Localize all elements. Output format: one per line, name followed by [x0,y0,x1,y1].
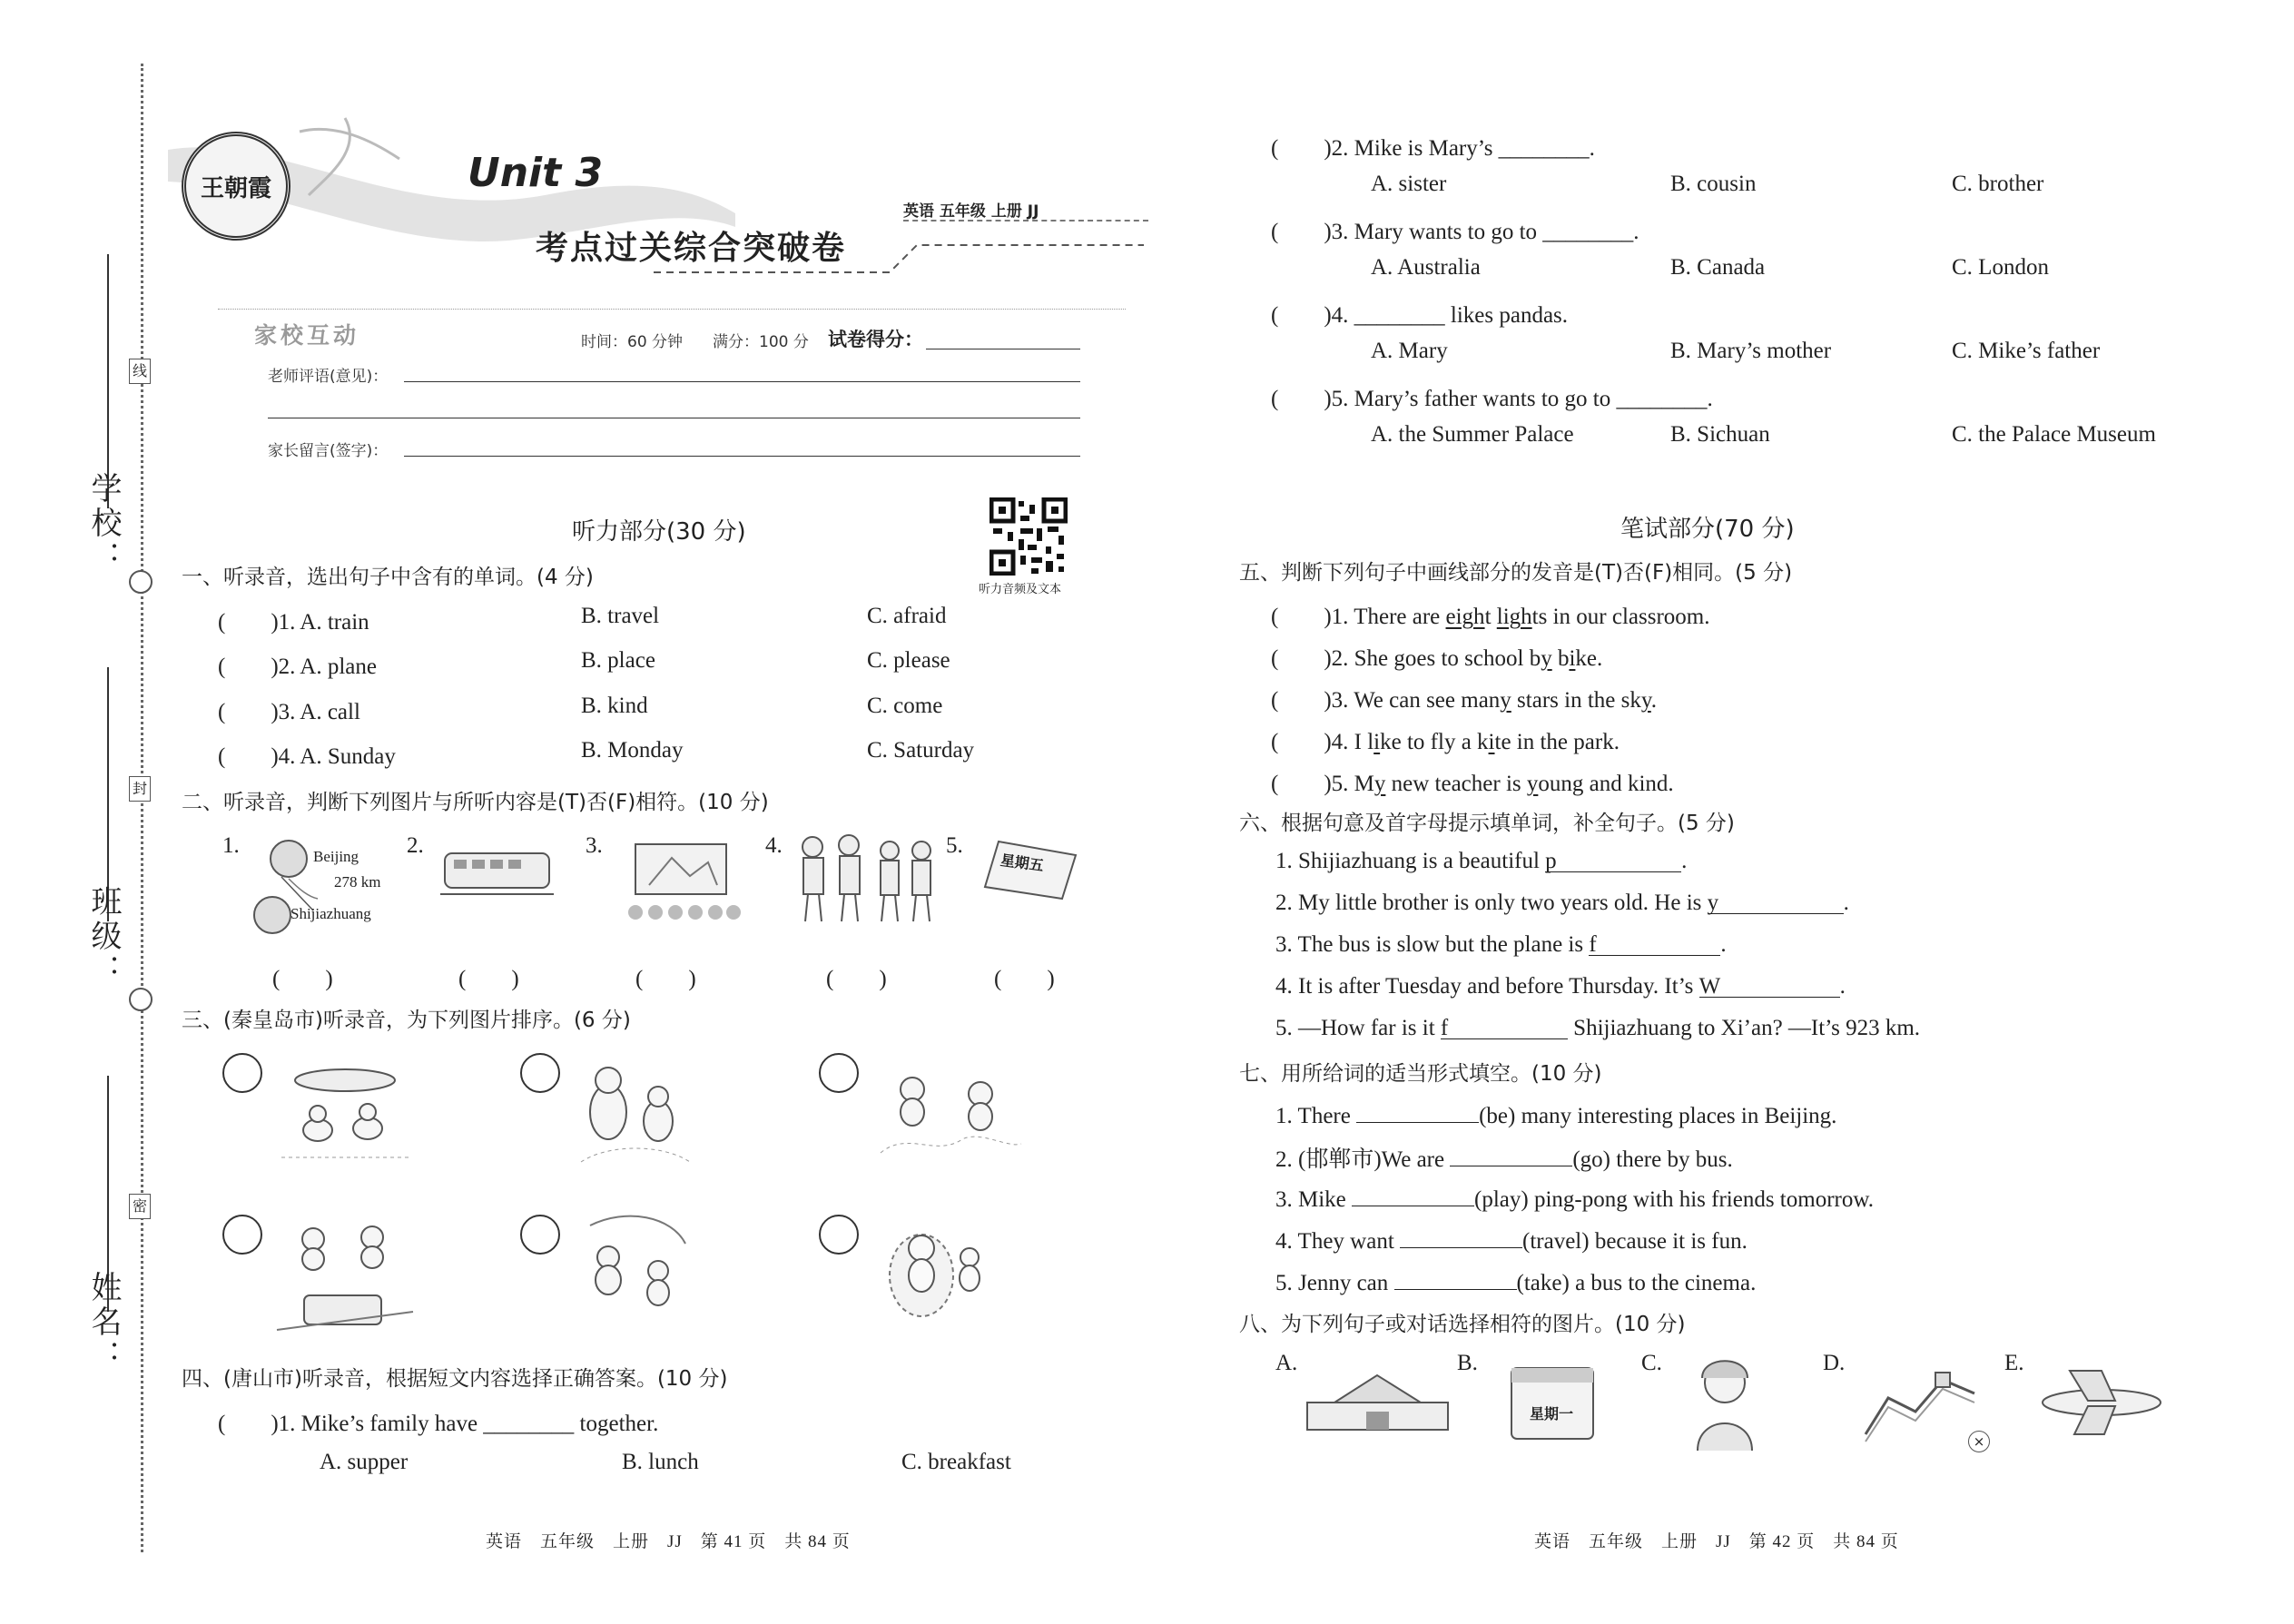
s6-q2: 2. My little brother is only two years old. He is y . [1275,891,1849,915]
s7-q3: 3. Mike (play) ping-pong with his friends tomorrow. [1275,1183,1874,1213]
train-picture [440,840,558,903]
bee-bus-picture [272,1212,418,1339]
s6-q5: 5. —How far is it f Shijiazhuang to Xi’an? —It’s 923 km. [1275,1016,1921,1040]
s2-bracket-3: ( ) [635,967,696,991]
s4-q4: ( )4. ________ likes pandas. [1271,303,1569,328]
cinema-picture [617,835,744,921]
right-page-footer: 英语 五年级 上册 JJ 第 42 页 共 84 页 [1534,1532,1899,1551]
s2-num-1: 1. [222,833,240,858]
brand-logo [182,132,290,241]
s1-q1-a: ( )1. A. train [218,610,369,635]
section1-title: 一、听录音，选出句子中含有的单词。(4 分) [182,566,594,589]
tag-underline [903,220,1148,221]
teacher-comment-label: 老师评语(意见)： [268,368,389,386]
s2-bracket-1: ( ) [272,967,333,991]
full-marks-label: 满分：100 分 [713,333,809,351]
s4-q4-b: B. Mary’s mother [1670,339,1832,363]
s5-q4: ( )4. I like to fly a kite in the park. [1271,730,1620,754]
s1-q4-c: C. Saturday [867,738,975,763]
writing-section-title: 笔试部分(70 分) [1620,516,1795,543]
brand-seal-icon: 王朝霞 [182,132,290,241]
s1-q1-c: C. afraid [867,604,947,628]
s4-q5-b: B. Sichuan [1670,422,1770,447]
section8-title: 八、为下列句子或对话选择相符的图片。(10 分) [1239,1313,1686,1336]
binding-mark-seal: 封 [129,776,151,802]
binding-hole-icon [129,988,153,1011]
s4-q4-c: C. Mike’s father [1952,339,2101,363]
section7-title: 七、用所给词的适当形式填空。(10 分) [1239,1062,1602,1086]
section6-title: 六、根据句意及首字母提示填单词，补全句子。(5 分) [1239,812,1735,835]
parent-comment-label: 家长留言(签字)： [268,442,389,460]
s6-q1: 1. Shijiazhuang is a beautiful p . [1275,849,1688,873]
home-school-title: 家校互动 [254,322,360,349]
binding-mark-secret: 密 [129,1194,151,1219]
listening-section-title: 听力部分(30 分) [572,518,746,546]
s4-q3-c: C. London [1952,255,2049,280]
s2-bracket-5: ( ) [994,967,1055,991]
s7-q2: 2. (邯郸市)We are (go) there by bus. [1275,1141,1733,1174]
s6-q3: 3. The bus is slow but the plane is f . [1275,932,1727,957]
title-dashed-decoration [654,236,1162,290]
qr-code-icon[interactable] [989,497,1068,576]
s4-q3-a: A. Australia [1371,255,1481,280]
s2-num-5: 5. [946,833,963,858]
page-title: 考点过关综合突破卷 [536,230,847,267]
s3-order-circle-2[interactable] [520,1053,560,1093]
s5-q3: ( )3. We can see many stars in the sky. [1271,688,1657,713]
s8-option-a: A. [1275,1351,1298,1375]
s4-q2-a: A. sister [1371,172,1447,196]
s3-order-circle-6[interactable] [819,1215,859,1255]
woman-phone-picture [1684,1351,1766,1455]
close-circle-icon: × [1968,1431,1990,1452]
s4-q2: ( )2. Mike is Mary’s ________. [1271,136,1595,161]
name-label: 姓名： [85,1271,122,1374]
s6-q4: 4. It is after Tuesday and before Thursday. It’s W . [1275,974,1846,999]
section3-title: 三、(秦皇岛市)听录音，为下列图片排序。(6 分) [182,1009,631,1032]
s8-option-c: C. [1641,1351,1662,1375]
s2-num-2: 2. [407,833,424,858]
section2-title: 二、听录音，判断下列图片与所听内容是(T)否(F)相符。(10 分) [182,791,769,814]
unit-title: Unit 3 [468,150,604,196]
palace-museum-picture [1298,1366,1457,1439]
s4-q1-a: A. supper [320,1450,409,1474]
s2-num-3: 3. [586,833,603,858]
s1-q4-a: ( )4. A. Sunday [218,744,396,769]
teacher-comment-field[interactable] [404,381,1080,382]
parent-comment-field[interactable] [404,456,1080,457]
bee-family-picture [572,1053,699,1171]
s5-q2: ( )2. She goes to school by bike. [1271,646,1603,671]
bee-tree-picture [572,1207,699,1334]
binding-dotted-line [141,64,143,1552]
s1-q2-a: ( )2. A. plane [218,655,377,679]
s4-q4-a: A. Mary [1371,339,1448,363]
calendar-monday-label: 星期一 [1530,1405,1574,1422]
qr-caption: 听力音频及文本 [979,583,1062,596]
s1-q3-c: C. come [867,694,943,718]
s1-q3-b: B. kind [581,694,648,718]
section5-title: 五、判断下列句子中画线部分的发音是(T)否(F)相同。(5 分) [1239,561,1793,585]
s4-q5-a: A. the Summer Palace [1371,422,1574,447]
s1-q4-b: B. Monday [581,738,684,763]
s4-q5: ( )5. Mary’s father wants to go to ________. [1271,387,1713,411]
map-distance-label: 278 km [334,873,381,891]
s4-q1-b: B. lunch [622,1450,699,1474]
calendar-monday-picture [1507,1357,1598,1443]
bee-flowers-picture [871,1058,1026,1166]
grade-tag: 英语 五年级 上册 JJ [903,202,1039,221]
section4-title: 四、(唐山市)听录音，根据短文内容选择正确答案。(10 分) [182,1367,728,1391]
s7-q5: 5. Jenny can (take) a bus to the cinema. [1275,1266,1756,1296]
map-shijiazhuang-label: Shijiazhuang [290,905,371,922]
binding-hole-icon [129,570,153,594]
map-beijing-label: Beijing [313,848,359,865]
s3-order-circle-3[interactable] [819,1053,859,1093]
s8-option-e: E. [2004,1351,2024,1375]
s4-q2-c: C. brother [1952,172,2044,196]
s1-q3-a: ( )3. A. call [218,700,360,724]
class-fill-line [107,667,109,921]
s8-option-b: B. [1457,1351,1478,1375]
s4-q3-b: B. Canada [1670,255,1766,280]
score-label: 试卷得分： [828,329,923,350]
s4-q1-c: C. breakfast [901,1450,1011,1474]
s4-q2-b: B. cousin [1670,172,1757,196]
bee-plane-picture [272,1058,418,1166]
s7-q4: 4. They want (travel) because it is fun. [1275,1225,1748,1255]
s2-bracket-4: ( ) [826,967,887,991]
s8-option-d: D. [1823,1351,1846,1375]
airplane-picture [2033,1357,2170,1439]
s3-order-circle-4[interactable] [222,1215,262,1255]
s5-q1: ( )1. There are eight lights in our classroom. [1271,605,1710,629]
s2-bracket-2: ( ) [458,967,519,991]
s3-order-circle-5[interactable] [520,1215,560,1255]
s2-num-4: 4. [765,833,783,858]
s4-q1: ( )1. Mike’s family have ________ together. [218,1412,659,1436]
bee-flower-dance-picture [871,1207,999,1334]
people-picture [790,831,944,930]
school-label: 学校： [85,472,122,576]
s1-q2-c: C. please [867,648,950,673]
binding-mark-line: 线 [129,359,151,384]
s1-q1-b: B. travel [581,604,660,628]
time-label: 时间：60 分钟 [581,333,684,351]
s4-q5-c: C. the Palace Museum [1952,422,2156,447]
school-fill-line [107,254,109,508]
class-label: 班级： [85,885,122,989]
calendar-friday-label: 星期五 [999,851,1045,875]
s1-q2-b: B. place [581,648,655,673]
great-wall-picture [1861,1362,1979,1443]
left-page-footer: 英语 五年级 上册 JJ 第 41 页 共 84 页 [486,1532,851,1551]
s3-order-circle-1[interactable] [222,1053,262,1093]
s5-q5: ( )5. My new teacher is young and kind. [1271,772,1674,796]
s4-q3: ( )3. Mary wants to go to ________. [1271,220,1639,244]
s7-q1: 1. There (be) many interesting places in Beijing. [1275,1099,1836,1129]
